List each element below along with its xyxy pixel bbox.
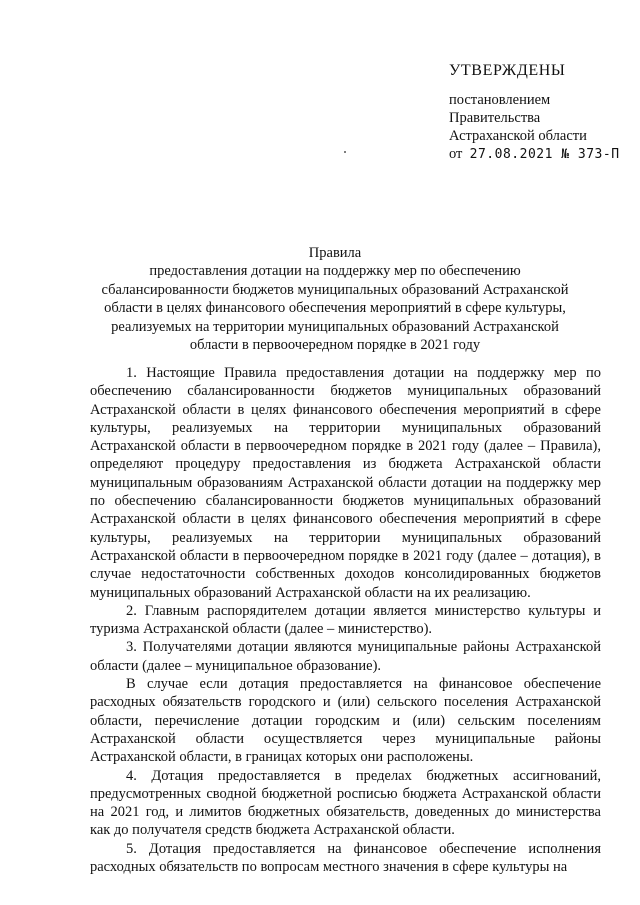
paragraph-5: 5. Дотация предоставляется на финансовое обеспечение исполнения расходных обязательств по вопросам местного значения в сфере культуры на — [90, 840, 601, 876]
approval-line-government: Правительства — [449, 110, 541, 126]
paragraph-3-continuation: В случае если дотация предоставляется на финансовое обеспечение расходных обязательств городского и (или) сельского поселения Астраханской области, перечисление дотации городским и (или) сельским поселениям Астраханской области осуществляется через муниципальные районы Астраханской области, в границах которых они расположены. — [90, 676, 601, 766]
approval-date-line — [449, 145, 634, 164]
scan-speck — [344, 151, 346, 153]
approval-line-region: Астраханской области — [449, 128, 587, 144]
paragraph-4: 4. Дотация предоставляется в пределах бюджетных ассигнований, предусмотренных сводной бюджетной росписью бюджета Астраханской области на 2021 год, и лимитов бюджетных обязательств, доведенных до министерства как до получателя средств бюджета Астраханской области. — [90, 767, 601, 839]
document-body — [90, 364, 601, 876]
approval-line-resolution: постановлением — [449, 92, 551, 108]
document-subtitle-line: области в первоочередном порядке в 2021 году — [189, 337, 481, 354]
approved-heading: УТВЕРЖДЕНЫ — [449, 62, 566, 79]
document-subtitle-line: сбалансированности бюджетов муниципальных образований Астраханской — [101, 281, 569, 298]
document-subtitle-line: предоставления дотации на поддержку мер по обеспечению — [149, 263, 521, 280]
approval-stamp — [449, 62, 634, 164]
paragraph-1: 1. Настоящие Правила предоставления дотации на поддержку мер по обеспечению сбалансированности бюджетов муниципальных образований Астраханской области в целях финансового обеспечения мероприятий в сфере культуры, реализуемых на территории муниципальных образований Астраханской области в первоочередном порядке в 2021 году (далее – Правила), определяют процедуру предоставления из бюджета Астраханской области муниципальным образованиям Астраханской области дотации на поддержку мер по обеспечению сбалансированности бюджетов муниципальных образований Астраханской области в целях финансового обеспечения мероприятий в сфере культуры, реализуемых на территории муниципальных образований Астраханской области в первоочередном порядке в 2021 году (далее – дотация), в случае недостаточности собственных доходов консолидированных бюджетов муниципальных образований Астраханской области на их реализацию. — [90, 365, 601, 601]
document-subtitle-line: реализуемых на территории муниципальных образований Астраханской — [111, 318, 559, 335]
approval-date-number: 27.08.2021 № 373-П — [469, 147, 620, 162]
document-title-block — [70, 244, 600, 354]
approval-date-prefix: от — [449, 146, 463, 162]
paragraph-2: 2. Главным распорядителем дотации является министерство культуры и туризма Астраханской области (далее – министерство). — [90, 602, 601, 638]
document-title: Правила — [308, 245, 362, 261]
paragraph-3: 3. Получателями дотации являются муниципальные районы Астраханской области (далее – муниципальное образование). — [90, 639, 601, 674]
document-subtitle-line: области в целях финансового обеспечения мероприятий в сфере культуры, — [104, 300, 566, 317]
